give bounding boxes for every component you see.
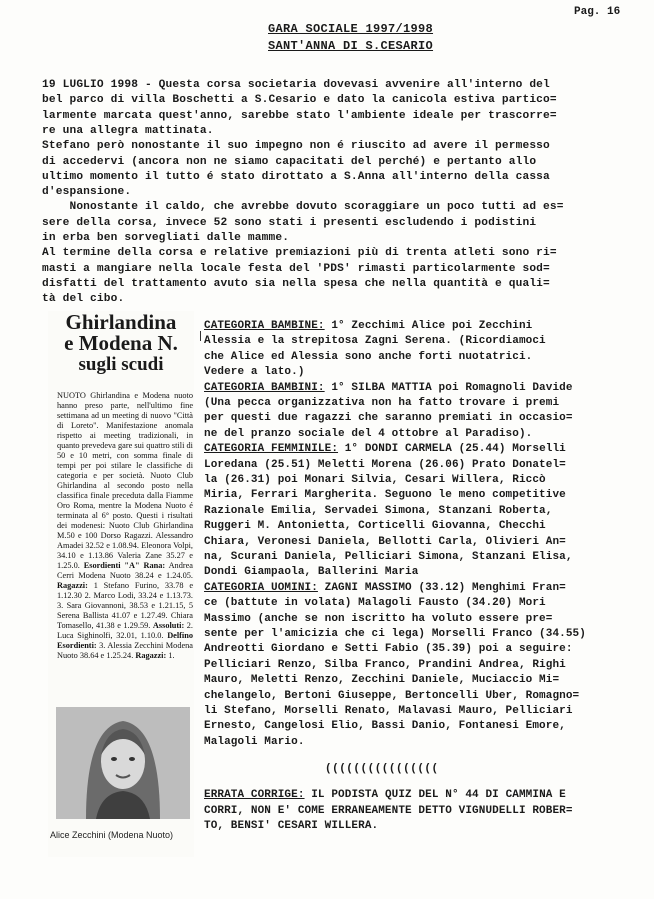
results-line [204,789,566,801]
intro-line: re una allegra mattinata. [42,124,214,137]
intro-line: larmente marcata quest'anno, sarebbe stato l'ambiente ideale per trascorre= [42,109,557,122]
results-line [204,674,559,686]
intro-line: masti a mangiare nella locale festa del 'PDS' rimasti particolarmente sod= [42,262,550,275]
results-line [204,582,566,594]
line-text: 1° Zecchimi Alice poi Zecchini [324,320,533,332]
clipping-label: Ragazzi: [57,581,88,590]
results-line [204,505,552,517]
clipping-headline-line: e Modena N. [64,331,178,355]
line-text: IL PODISTA QUIZ DEL N° 44 DI CAMMINA E [304,789,566,801]
line-text: Razionale Emilia, Servadei Simona, Stanzani Roberta, [204,504,553,517]
line-text: ZAGNI MASSIMO (33.12) Menghimi Fran= [317,581,566,594]
line-text: chelangelo, Bertoni Giuseppe, Bertoncelli Uber, Romagno= [204,689,580,702]
page-number: Pag. 16 [574,6,621,18]
clipping-label: Delfino Esordienti: [57,631,193,650]
line-text: li Stefano, Morselli Renato, Malavasi Mauro, Pelliciari [204,705,573,717]
line-text: Andreotti Giordano e Setti Fabio (35.39) poi a seguire: [204,643,573,656]
newspaper-clipping [48,311,194,857]
bracket-mark [200,331,201,341]
line-text: (Una pecca organizzativa non ha fatto trovare i premi [204,397,560,409]
results-line [204,366,305,378]
clipping-text: 1. [168,651,175,660]
line-text: sente per l'amicizia che ci lega) Morselli Franco (34.55) [204,628,586,640]
line-text: Chiara, Veronesi Daniela, Bellotti Carla, Olivieri An= [204,535,566,548]
line-text: 1° DONDI CARMELA (25.44) Morselli [338,443,566,456]
results-line [204,351,532,363]
line-text: Malagoli Mario. [204,735,305,748]
line-text: 1° SILBA MATTIA poi Romagnoli Davide [324,381,573,394]
line-text: Mauro, Meletti Renzo, Zecchini Daniele, Muciaccio Mi= [204,674,560,687]
results-line [204,643,573,655]
page-subtitle: SANT'ANNA DI S.CESARIO [268,39,434,53]
results-line [204,628,586,640]
results-line [204,536,566,548]
line-text: TO, BENSI' CESARI WILLERA. [204,820,379,832]
clipping-text: NUOTO Ghirlandina e Modena nuoto hanno preso parte, nell'ultimo fine settimana ad un meeting di nuovo "Città di Loreto". Manifestazione anomala rispetto ai meeting tradizionali, in quanto prevedeva gare sui quattro stili di 50 e 10 metri, con somma finale di tempi per poi stilare le classifiche di categoria e per società. Nuoto Club Ghirlandina al secondo posto nella classifica finale preceduta dalla Fiamme Oro Roma, mentre la Modena Nuoto é terminata al 6° posto. Questi i risultati dei modenesi: Nuoto Club Ghirlandina M.50 e 100 Dorso Ragazzi. Alessandro Amadei 32.52 e 1.08.94. Eleonora Volpi, 34.10 e 1.13.86 Valeria Zane 35.27 e 1.25.0. [57,391,193,570]
category-label: CATEGORIA FEMMINILE: [204,443,339,456]
line-text: Loredana (25.51) Meletti Morena (26.06) Prato Donatel= [204,458,566,471]
intro-line: d'espansione. [42,186,132,199]
clipping-text: 3. Alessia Zecchini Modena Nuoto 38.64 e 1.25.24. [57,641,193,660]
results-line [204,397,559,409]
intro-line: Al termine della corsa e relative premiazioni più di trenta atleti sono ri= [42,247,557,260]
results-line [204,489,566,501]
clipping-text: Andrea Cerri Modena Nuoto 38.24 e 1.24.05. [57,561,193,580]
line-text: na, Scurani Daniela, Pelliciari Simona, Stanzani Elisa, [204,551,573,563]
line-text: per questi due ragazzi che saranno premiati in occasio= [204,412,573,425]
line-text: Ruggeri M. Antonietta, Corticelli Giovanna, Checchi [204,520,546,533]
results-line [204,659,566,671]
results-line [204,690,579,702]
line-text: CORRI, NON E' COME ERRANEAMENTE DETTO VIGNUDELLI ROBER= [204,804,573,817]
page-title: GARA SOCIALE 1997/1998 [268,22,434,36]
results-line [204,335,546,347]
results-line [204,459,566,471]
clipping-label: Ragazzi: [135,651,167,660]
results-line [204,805,573,817]
results-line [204,474,546,486]
line-text: Dondi Giampaola, Ballerini Maria [204,566,419,579]
line-text: Massimo (anche se non iscritto ha voluto essere pre= [204,612,553,625]
clipping-text: 1 Stefano Furino, 33.78 e 1.12.30 2. Marco Lodi, 33.24 e 1.13.73. 3. Sara Giovannoni, 38.53 e 1.21.15, 5 Serena Ballista 41.07 e 1.27.49. Chiara Tomasello, 41.38 e 1.29.59. [57,581,193,630]
line-text: che Alice ed Alessia sono anche forti nuotatrici. [204,350,533,363]
results-line [204,412,573,424]
section-divider: (((((((((((((((( [325,763,439,775]
line-text: Ernesto, Cangelosi Elio, Bassi Danio, Fontanesi Emore, [204,720,566,733]
results-line [204,566,418,578]
intro-line: bel parco di villa Boschetti a S.Cesario e dato la canicola estiva partico= [42,94,557,107]
clipping-headline-line: Ghirlandina [65,310,177,334]
athlete-portrait-icon [56,707,190,819]
results-line [204,613,552,625]
category-label: CATEGORIA BAMBINI: [204,381,325,394]
clipping-headline [48,312,194,375]
intro-line: Nonostante il caldo, che avrebbe dovuto scoraggiare un poco tutti ad es= [42,201,564,214]
results-line [204,382,573,394]
photo-caption: Alice Zecchini (Modena Nuoto) [50,830,174,840]
intro-line: in erba ben sorvegliati dalle mamme. [42,232,290,244]
results-line [204,443,566,455]
results-line [204,820,378,832]
intro-line: Stefano però nonostante il suo impegno non é riuscito ad avere il permesso [42,140,550,153]
intro-line: sere della corsa, invece 52 sono stati i presenti escludendo i podistini [42,216,537,229]
intro-line: di accedervi (ancora non ne siamo capacitati del perché) e pertanto allo [42,155,537,168]
results-line [204,720,566,732]
line-text: ne del pranzo sociale del 4 ottobre al Paradiso). [204,427,533,440]
results-line [204,705,573,717]
line-text: la (26.31) poi Monari Silvia, Cesari Willera, Riccò [204,474,546,486]
intro-line: 19 LUGLIO 1998 - Questa corsa societaria dovevasi avvenire all'interno del [42,79,550,91]
results-line [204,551,573,563]
results-line [204,736,305,748]
category-label: ERRATA CORRIGE: [204,789,305,801]
line-text: Miria, Ferrari Margherita. Seguono le meno competitive [204,489,566,502]
clipping-headline-line: sugli scudi [78,354,164,375]
line-text: Vedere a lato.) [204,366,305,379]
category-label: CATEGORIA BAMBINE: [204,320,325,332]
line-text: Alessia e la strepitosa Zagni Serena. (Ricordiamoci [204,335,546,348]
line-text: Pelliciari Renzo, Silba Franco, Prandini Andrea, Righi [204,658,566,671]
intro-line: ultimo momento il tutto é stato dirottato a S.Anna all'interno della cassa [42,170,550,183]
intro-line: disfatti del trattamento avuto sia nella spesa che nella quantità e quali= [42,277,550,290]
results-line [204,520,546,532]
athlete-photo [56,707,190,819]
results-line [204,320,532,332]
clipping-label: Esordienti "A" Rana: [83,561,166,570]
clipping-label: Assoluti: [152,621,185,630]
clipping-text: 2. Luca Sighinolfi, 32.01, 1.10.0. [57,621,193,640]
results-line [204,428,532,440]
results-line [204,597,546,609]
category-label: CATEGORIA UOMINI: [204,581,318,594]
line-text: ce (battute in volata) Malagoli Fausto (34.20) Mori [204,597,546,610]
intro-line: tà del cibo. [42,293,125,306]
